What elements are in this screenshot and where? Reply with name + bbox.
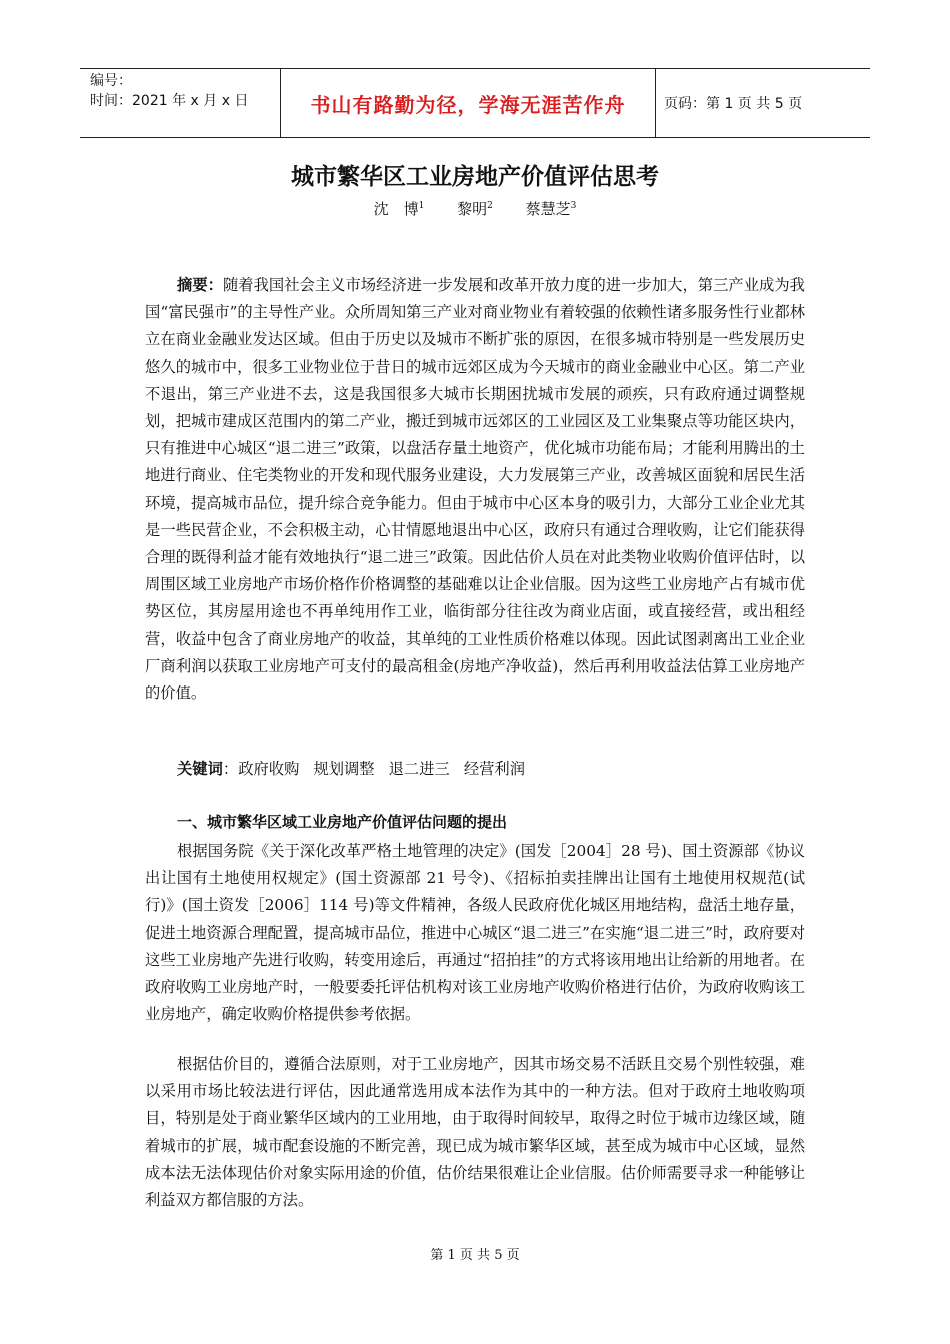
page-footer: 第 1 页 共 5 页: [430, 1248, 520, 1263]
author-affiliation-mark: 1: [418, 201, 425, 211]
author: [526, 200, 577, 218]
section-heading: 一、城市繁华区域工业房地产价值评估问题的提出: [177, 813, 508, 831]
abstract: [145, 272, 805, 707]
author: [457, 200, 493, 218]
keywords: [145, 756, 837, 783]
author-name: 蔡慧芝: [525, 200, 571, 218]
body-paragraph: 根据国务院《关于深化改革严格土地管理的决定》(国发［2004］28 号)、国土资源部《协议出让国有土地使用权规定》(国土资源部 21 号令)、《招标拍卖挂牌出让国有土地使用权规范(试行)》(国土资发［2006］114 号)等文件精神，各级人民政府优化城区用地结构，盘活土地存量，促进土地资源合理配置，提高城市品位，推进中心城区“退二进三”在实施“退二进三”时，政府要对这些工业房地产先进行收购，转变用途后，再通过“招拍挂”的方式将该用地出让给新的用地者。在政府收购工业房地产时，一般要委托评估机构对该工业房地产收购价格进行估价，为政府收购该工业房地产，确定收购价格提供参考依据。: [145, 842, 805, 1024]
document-title: 城市繁华区工业房地产价值评估思考: [291, 164, 659, 190]
author-list: [0, 198, 950, 219]
author: [374, 200, 425, 218]
header-table: [80, 68, 870, 138]
header-info: [80, 69, 280, 137]
author-affiliation-mark: 3: [570, 201, 577, 211]
keywords-label: 关键词: [177, 760, 223, 778]
header-page-number: 页码：第 1 页 共 5 页: [664, 96, 803, 112]
header-page-cell: [656, 69, 870, 137]
header-motto-cell: [280, 69, 656, 137]
document-date: 时间：2021 年 x 月 x 日: [90, 93, 249, 109]
keyword: 规划调整: [313, 760, 375, 778]
header-motto: 书山有路勤为径，学海无涯苦作舟: [310, 92, 626, 117]
document-number-label: 编号：: [90, 73, 132, 89]
abstract-label: 摘要：: [177, 276, 223, 294]
author-affiliation-mark: 2: [487, 201, 493, 211]
abstract-text: 随着我国社会主义市场经济进一步发展和改革开放力度的进一步加大，第三产业成为我国“富民强市”的主导性产业。众所周知第三产业对商业物业有着较强的依赖性诸多服务性行业都林立在商业金融业发达区域。但由于历史以及城市不断扩张的原因，在很多城市特别是一些发展历史悠久的城市中，很多工业物业位于昔日的城市远郊区成为今天城市的商业金融业中心区。第二产业不退出，第三产业进不去，这是我国很多大城市长期困扰城市发展的顽疾，只有政府通过调整规划，把城市建成区范围内的第二产业，搬迁到城市远郊区的工业园区及工业集聚点等功能区块内，只有推进中心城区“退二进三”政策，以盘活存量土地资产，优化城市功能布局；才能利用腾出的土地进行商业、住宅类物业的开发和现代服务业建设，大力发展第三产业，改善城区面貌和居民生活环境，提高城市品位，提升综合竞争能力。但由于城市中心区本身的吸引力，大部分工业企业尤其是一些民营企业，不会积极主动，心甘情愿地退出中心区，政府只有通过合理收购，让它们能获得合理的既得利益才能有效地执行“退二进三”政策。因此估价人员在对此类物业收购价值评估时，以周围区域工业房地产市场价格作价格调整的基础难以让企业信服。因为这些工业房地产占有城市优势区位，其房屋用途也不再单纯用作工业，临街部分往往改为商业店面，或直接经营，或出租经营，收益中包含了商业房地产的收益，其单纯的工业性质价格难以体现。因此试图剥离出工业企业厂商利润以获取工业房地产可支付的最高租金(房地产净收益)，然后再利用收益法估算工业房地产的价值。: [145, 276, 805, 703]
keyword: ：政府收购: [222, 760, 300, 778]
body-paragraph: 根据估价目的，遵循合法原则，对于工业房地产，因其市场交易不活跃且交易个别性较强，难以采用市场比较法进行评估，因此通常选用成本法作为其中的一种方法。但对于政府土地收购项目，特别是处于商业繁华区域内的工业用地，由于取得时间较早，取得之时位于城市边缘区域，随着城市的扩展，城市配套设施的不断完善，现已成为城市繁华区域，甚至成为城市中心区域，显然成本法无法体现估价对象实际用途的价值，估价结果很难让企业信服。估价师需要寻求一种能够让利益双方都信服的方法。: [145, 1055, 805, 1210]
keyword: 经营利润: [463, 760, 526, 778]
keyword: 退二进三: [388, 760, 450, 778]
author-name: 黎明: [457, 200, 488, 218]
author-name: 沈 博: [373, 200, 419, 218]
